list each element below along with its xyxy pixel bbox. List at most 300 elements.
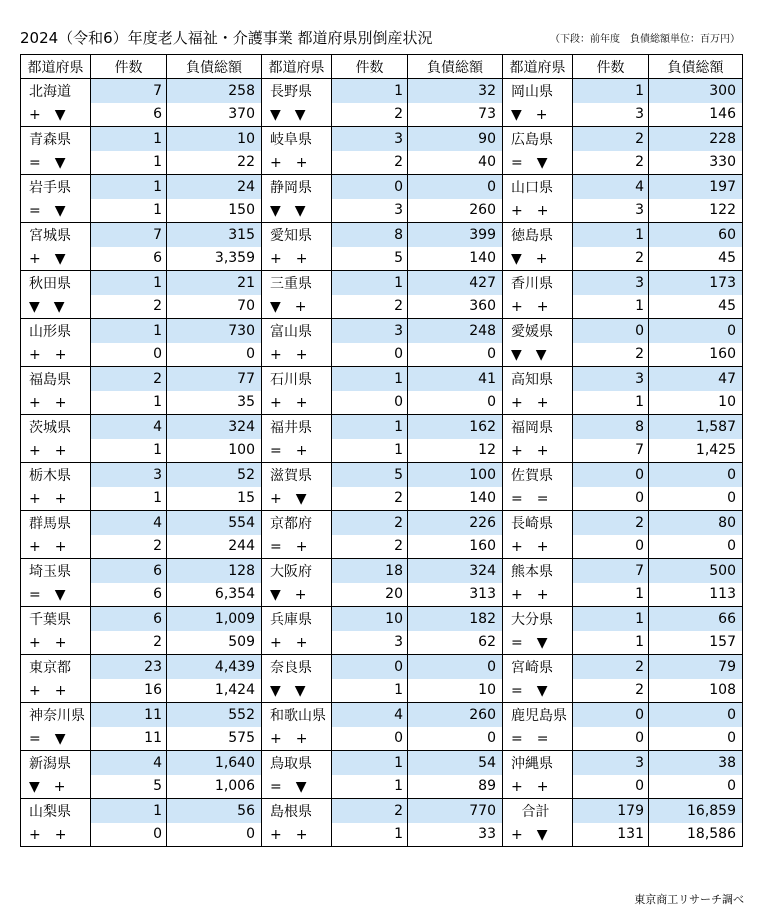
prefecture-name: 岡山県	[503, 79, 573, 103]
prev-total-debt: 62	[408, 631, 503, 655]
table-row	[21, 175, 743, 199]
header-debt: 負債総額	[167, 55, 262, 79]
prev-total-debt: 160	[408, 535, 503, 559]
case-count: 3	[573, 751, 649, 775]
case-count: 7	[573, 559, 649, 583]
case-count: 2	[332, 511, 408, 535]
table-row-previous-year	[21, 391, 743, 415]
prev-case-count: 5	[332, 247, 408, 271]
prev-total-debt: 70	[167, 295, 262, 319]
prev-case-count: 0	[332, 391, 408, 415]
total-debt: 100	[408, 463, 503, 487]
prefecture-name: 山形県	[21, 319, 91, 343]
change-marks: + +	[503, 199, 573, 223]
change-marks: = +	[262, 439, 332, 463]
prefecture-name: 三重県	[262, 271, 332, 295]
prefecture-name: 和歌山県	[262, 703, 332, 727]
prev-case-count: 1	[332, 775, 408, 799]
table-row-previous-year	[21, 583, 743, 607]
prev-total-debt: 160	[649, 343, 743, 367]
table-row-previous-year	[21, 247, 743, 271]
total-debt: 0	[649, 463, 743, 487]
total-debt: 315	[167, 223, 262, 247]
header-pref: 都道府県	[262, 55, 332, 79]
prev-case-count: 1	[332, 439, 408, 463]
table-row-previous-year	[21, 631, 743, 655]
prefecture-name: 鹿児島県	[503, 703, 573, 727]
prev-total-debt: 140	[408, 247, 503, 271]
prev-total-debt: 89	[408, 775, 503, 799]
table-row	[21, 127, 743, 151]
total-debt: 79	[649, 655, 743, 679]
prefecture-name: 宮崎県	[503, 655, 573, 679]
prefecture-name: 秋田県	[21, 271, 91, 295]
case-count: 3	[573, 271, 649, 295]
prefecture-name: 群馬県	[21, 511, 91, 535]
case-count: 0	[573, 319, 649, 343]
prev-total-debt: 113	[649, 583, 743, 607]
prefecture-name: 栃木県	[21, 463, 91, 487]
prev-total-debt: 1,006	[167, 775, 262, 799]
change-marks: = ▼	[21, 199, 91, 223]
prev-case-count: 7	[573, 439, 649, 463]
total-debt: 228	[649, 127, 743, 151]
prev-case-count: 2	[332, 151, 408, 175]
table-row	[21, 463, 743, 487]
prev-case-count: 5	[91, 775, 167, 799]
prev-total-debt: 10	[408, 679, 503, 703]
total-debt: 324	[167, 415, 262, 439]
total-debt: 173	[649, 271, 743, 295]
case-count: 1	[332, 415, 408, 439]
header-pref: 都道府県	[503, 55, 573, 79]
change-marks: = ▼	[503, 679, 573, 703]
prev-total-debt: 45	[649, 247, 743, 271]
page-title: 2024（令和6）年度老人福祉・介護事業 都道府県別倒産状況	[20, 29, 433, 47]
change-marks: + +	[262, 391, 332, 415]
prev-case-count: 3	[573, 103, 649, 127]
total-debt: 554	[167, 511, 262, 535]
prefecture-name: 愛知県	[262, 223, 332, 247]
change-marks: ▼ ▼	[262, 199, 332, 223]
change-marks: + +	[262, 727, 332, 751]
change-marks: + +	[503, 295, 573, 319]
prev-case-count: 1	[573, 583, 649, 607]
total-debt: 197	[649, 175, 743, 199]
prev-total-debt: 15	[167, 487, 262, 511]
header-row	[21, 55, 743, 79]
change-marks: + +	[262, 823, 332, 847]
prev-case-count: 0	[332, 727, 408, 751]
total-debt: 162	[408, 415, 503, 439]
total-debt: 0	[649, 703, 743, 727]
case-count: 2	[573, 127, 649, 151]
table-row	[21, 655, 743, 679]
case-count: 6	[91, 607, 167, 631]
prev-total-debt: 360	[408, 295, 503, 319]
prefecture-name: 京都府	[262, 511, 332, 535]
change-marks: + +	[262, 247, 332, 271]
change-marks: ▼ +	[262, 295, 332, 319]
prefecture-name: 東京都	[21, 655, 91, 679]
prev-case-count: 2	[573, 151, 649, 175]
prev-case-count: 0	[332, 343, 408, 367]
prev-case-count: 131	[573, 823, 649, 847]
table-row-previous-year	[21, 295, 743, 319]
total-debt: 770	[408, 799, 503, 823]
total-debt: 260	[408, 703, 503, 727]
prefecture-name: 徳島県	[503, 223, 573, 247]
change-marks: ▼ +	[503, 247, 573, 271]
case-count: 1	[91, 319, 167, 343]
prev-case-count: 2	[332, 103, 408, 127]
prefecture-name: 長野県	[262, 79, 332, 103]
prev-total-debt: 150	[167, 199, 262, 223]
case-count: 1	[332, 271, 408, 295]
case-count: 8	[573, 415, 649, 439]
prev-total-debt: 0	[649, 487, 743, 511]
change-marks: + +	[21, 487, 91, 511]
total-debt: 80	[649, 511, 743, 535]
case-count: 2	[91, 367, 167, 391]
prev-total-debt: 18,586	[649, 823, 743, 847]
prefecture-name: 高知県	[503, 367, 573, 391]
change-marks: ▼ ▼	[262, 679, 332, 703]
prefecture-name: 香川県	[503, 271, 573, 295]
prefecture-name: 大分県	[503, 607, 573, 631]
prev-case-count: 2	[573, 247, 649, 271]
total-debt: 258	[167, 79, 262, 103]
table-row	[21, 559, 743, 583]
prev-case-count: 0	[91, 823, 167, 847]
prev-case-count: 6	[91, 103, 167, 127]
change-marks: + +	[21, 439, 91, 463]
total-debt: 399	[408, 223, 503, 247]
prev-case-count: 1	[91, 199, 167, 223]
prev-case-count: 16	[91, 679, 167, 703]
total-debt: 32	[408, 79, 503, 103]
case-count: 1	[91, 175, 167, 199]
prev-total-debt: 0	[649, 775, 743, 799]
prev-case-count: 1	[573, 631, 649, 655]
prefecture-name: 山梨県	[21, 799, 91, 823]
prev-total-debt: 108	[649, 679, 743, 703]
prefecture-name: 富山県	[262, 319, 332, 343]
prev-case-count: 2	[332, 487, 408, 511]
change-marks: = ▼	[503, 631, 573, 655]
prefecture-name: 福井県	[262, 415, 332, 439]
table-row	[21, 223, 743, 247]
total-debt: 1,640	[167, 751, 262, 775]
case-count: 4	[91, 751, 167, 775]
total-debt: 300	[649, 79, 743, 103]
case-count: 1	[332, 367, 408, 391]
prefecture-name: 青森県	[21, 127, 91, 151]
prev-case-count: 6	[91, 583, 167, 607]
case-count: 1	[573, 607, 649, 631]
case-count: 0	[332, 655, 408, 679]
prefecture-name: 佐賀県	[503, 463, 573, 487]
prev-case-count: 20	[332, 583, 408, 607]
case-count: 3	[332, 127, 408, 151]
case-count: 23	[91, 655, 167, 679]
prefecture-name: 石川県	[262, 367, 332, 391]
total-debt: 52	[167, 463, 262, 487]
prev-case-count: 2	[91, 535, 167, 559]
total-debt: 77	[167, 367, 262, 391]
change-marks: + +	[21, 679, 91, 703]
prev-case-count: 1	[332, 679, 408, 703]
prev-total-debt: 0	[649, 727, 743, 751]
case-count: 4	[91, 415, 167, 439]
table-row	[21, 511, 743, 535]
prefecture-name: 神奈川県	[21, 703, 91, 727]
prev-case-count: 2	[332, 295, 408, 319]
table-row	[21, 271, 743, 295]
prev-total-debt: 260	[408, 199, 503, 223]
change-marks: + +	[503, 583, 573, 607]
prev-total-debt: 370	[167, 103, 262, 127]
prev-total-debt: 0	[408, 727, 503, 751]
total-debt: 56	[167, 799, 262, 823]
prev-total-debt: 0	[649, 535, 743, 559]
prev-case-count: 1	[332, 823, 408, 847]
total-debt: 41	[408, 367, 503, 391]
change-marks: + +	[262, 151, 332, 175]
case-count: 0	[332, 175, 408, 199]
prefecture-name: 福島県	[21, 367, 91, 391]
prefecture-name: 福岡県	[503, 415, 573, 439]
change-marks: = ▼	[21, 727, 91, 751]
total-debt: 4,439	[167, 655, 262, 679]
change-marks: ▼ +	[503, 103, 573, 127]
prev-case-count: 0	[573, 775, 649, 799]
prev-total-debt: 140	[408, 487, 503, 511]
table-row-previous-year	[21, 487, 743, 511]
total-debt: 38	[649, 751, 743, 775]
case-count: 1	[332, 751, 408, 775]
prefecture-name: 山口県	[503, 175, 573, 199]
prefecture-name: 兵庫県	[262, 607, 332, 631]
case-count: 2	[332, 799, 408, 823]
total-debt: 500	[649, 559, 743, 583]
total-debt: 47	[649, 367, 743, 391]
prefecture-name: 新潟県	[21, 751, 91, 775]
change-marks: + +	[21, 535, 91, 559]
total-label: 合計	[503, 799, 573, 823]
header-count: 件数	[91, 55, 167, 79]
change-marks: + +	[503, 439, 573, 463]
change-marks: + +	[503, 775, 573, 799]
prefecture-name: 愛媛県	[503, 319, 573, 343]
total-debt: 21	[167, 271, 262, 295]
prev-case-count: 2	[573, 679, 649, 703]
case-count: 2	[573, 511, 649, 535]
table-body	[21, 79, 743, 847]
prev-case-count: 1	[91, 151, 167, 175]
prev-total-debt: 1,424	[167, 679, 262, 703]
prev-total-debt: 313	[408, 583, 503, 607]
prev-case-count: 3	[332, 199, 408, 223]
case-count: 11	[91, 703, 167, 727]
change-marks: ▼ +	[262, 583, 332, 607]
change-marks: + +	[21, 823, 91, 847]
header-pref: 都道府県	[21, 55, 91, 79]
table-row-previous-year	[21, 823, 743, 847]
change-marks: + ▼	[21, 247, 91, 271]
prefecture-name: 茨城県	[21, 415, 91, 439]
change-marks: ▼ ▼	[21, 295, 91, 319]
change-marks: = ▼	[503, 151, 573, 175]
prev-total-debt: 1,425	[649, 439, 743, 463]
case-count: 3	[91, 463, 167, 487]
prefecture-name: 静岡県	[262, 175, 332, 199]
prev-total-debt: 0	[408, 391, 503, 415]
prev-total-debt: 45	[649, 295, 743, 319]
total-debt: 324	[408, 559, 503, 583]
prev-case-count: 3	[332, 631, 408, 655]
total-debt: 24	[167, 175, 262, 199]
prev-case-count: 2	[573, 343, 649, 367]
total-debt: 0	[408, 655, 503, 679]
total-debt: 0	[649, 319, 743, 343]
table-row	[21, 319, 743, 343]
change-marks: + +	[21, 631, 91, 655]
header-debt: 負債総額	[408, 55, 503, 79]
change-marks: ▼ ▼	[503, 343, 573, 367]
change-marks: = +	[262, 535, 332, 559]
total-debt: 128	[167, 559, 262, 583]
case-count: 0	[573, 703, 649, 727]
case-count: 4	[332, 703, 408, 727]
case-count: 1	[91, 127, 167, 151]
table-row	[21, 703, 743, 727]
prefecture-name: 滋賀県	[262, 463, 332, 487]
change-marks: + +	[262, 343, 332, 367]
header-count: 件数	[573, 55, 649, 79]
prefecture-name: 北海道	[21, 79, 91, 103]
prev-case-count: 1	[573, 391, 649, 415]
total-debt: 552	[167, 703, 262, 727]
total-debt: 1,009	[167, 607, 262, 631]
case-count: 3	[573, 367, 649, 391]
prefecture-name: 宮城県	[21, 223, 91, 247]
case-count: 8	[332, 223, 408, 247]
change-marks: + +	[503, 535, 573, 559]
prefecture-name: 奈良県	[262, 655, 332, 679]
prefecture-name: 千葉県	[21, 607, 91, 631]
prefecture-name: 熊本県	[503, 559, 573, 583]
table-row-previous-year	[21, 343, 743, 367]
change-marks: ▼ +	[21, 775, 91, 799]
prev-case-count: 0	[91, 343, 167, 367]
total-debt: 66	[649, 607, 743, 631]
table-row-previous-year	[21, 439, 743, 463]
source-credit: 東京商工リサーチ調べ	[634, 893, 744, 906]
case-count: 5	[332, 463, 408, 487]
total-debt: 10	[167, 127, 262, 151]
prev-total-debt: 40	[408, 151, 503, 175]
prev-total-debt: 0	[408, 343, 503, 367]
prev-total-debt: 575	[167, 727, 262, 751]
prev-total-debt: 3,359	[167, 247, 262, 271]
prev-case-count: 0	[573, 727, 649, 751]
total-debt: 1,587	[649, 415, 743, 439]
case-count: 179	[573, 799, 649, 823]
prefecture-name: 長崎県	[503, 511, 573, 535]
unit-note: （下段：前年度 負債総額単位：百万円）	[550, 34, 740, 45]
prev-total-debt: 0	[167, 343, 262, 367]
prev-total-debt: 122	[649, 199, 743, 223]
total-debt: 226	[408, 511, 503, 535]
table-row	[21, 415, 743, 439]
prev-total-debt: 330	[649, 151, 743, 175]
prev-case-count: 2	[91, 295, 167, 319]
case-count: 4	[573, 175, 649, 199]
prefecture-name: 大阪府	[262, 559, 332, 583]
total-debt: 730	[167, 319, 262, 343]
prev-total-debt: 244	[167, 535, 262, 559]
change-marks: + +	[503, 391, 573, 415]
case-count: 7	[91, 79, 167, 103]
change-marks: = =	[503, 727, 573, 751]
case-count: 1	[573, 79, 649, 103]
total-debt: 90	[408, 127, 503, 151]
prev-case-count: 0	[573, 535, 649, 559]
prefecture-name: 埼玉県	[21, 559, 91, 583]
prev-case-count: 1	[91, 439, 167, 463]
prev-total-debt: 10	[649, 391, 743, 415]
prefecture-name: 鳥取県	[262, 751, 332, 775]
change-marks: = =	[503, 487, 573, 511]
change-marks: + +	[21, 391, 91, 415]
case-count: 7	[91, 223, 167, 247]
table-row-previous-year	[21, 775, 743, 799]
prev-total-debt: 12	[408, 439, 503, 463]
change-marks: + ▼	[262, 487, 332, 511]
case-count: 6	[91, 559, 167, 583]
prev-total-debt: 33	[408, 823, 503, 847]
change-marks: + +	[21, 343, 91, 367]
case-count: 4	[91, 511, 167, 535]
total-debt: 0	[408, 175, 503, 199]
total-debt: 60	[649, 223, 743, 247]
prev-case-count: 2	[91, 631, 167, 655]
case-count: 18	[332, 559, 408, 583]
case-count: 0	[573, 463, 649, 487]
prev-total-debt: 22	[167, 151, 262, 175]
prev-case-count: 6	[91, 247, 167, 271]
prev-total-debt: 509	[167, 631, 262, 655]
prev-total-debt: 35	[167, 391, 262, 415]
prev-case-count: 1	[573, 295, 649, 319]
total-debt: 16,859	[649, 799, 743, 823]
prev-case-count: 11	[91, 727, 167, 751]
prev-case-count: 0	[573, 487, 649, 511]
table-row	[21, 751, 743, 775]
change-marks: + ▼	[503, 823, 573, 847]
prev-total-debt: 100	[167, 439, 262, 463]
prefecture-name: 岩手県	[21, 175, 91, 199]
total-debt: 427	[408, 271, 503, 295]
prefecture-table	[20, 54, 743, 847]
prev-total-debt: 73	[408, 103, 503, 127]
prefecture-name: 沖縄県	[503, 751, 573, 775]
prev-case-count: 2	[332, 535, 408, 559]
total-debt: 54	[408, 751, 503, 775]
total-debt: 182	[408, 607, 503, 631]
header-count: 件数	[332, 55, 408, 79]
